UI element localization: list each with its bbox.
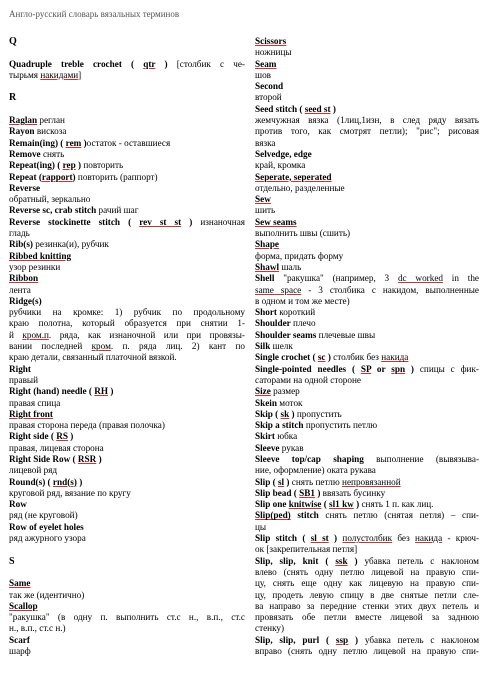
left-entry-line: так же (идентично) [9, 589, 85, 600]
left-entry-line: обратный, зеркально [9, 194, 91, 205]
left-entry-line: Scarf [9, 634, 30, 645]
right-entry-line: Size размер [255, 386, 300, 397]
left-entry-line: S [9, 555, 15, 567]
right-entry-line: провязать обе петли вместе лицевой за заднюю [255, 612, 479, 623]
left-entry-line: правый [9, 374, 39, 385]
left-entry-line: Reverse [9, 182, 41, 193]
left-entry-line: Repeat (rapport) повторить (раппорт) [9, 171, 158, 182]
right-entry-line: Sleeve top/cap shaping выполнение (вывязыва- [255, 453, 479, 464]
left-entry-line: Scallop [9, 600, 38, 611]
right-entry-line: жемчужная вязка (1лиц,1изн, в след ряду вязать [255, 115, 479, 126]
left-entry-line: Row of eyelet holes [9, 521, 84, 532]
right-entry-line: шов [255, 69, 272, 80]
right-entry-line: Sleeve рукав [255, 442, 304, 453]
right-entry-line: саторами на одной стороне [255, 374, 361, 385]
left-entry-line: Quadruple treble crochet ( qtr ) [столбик с че- [9, 58, 245, 69]
right-entry-line: Short короткий [255, 307, 316, 318]
right-entry-line: в одном и том же месте) [255, 295, 350, 306]
left-entry-line: краю полотна, который образуется при снятии 1- [9, 318, 245, 329]
right-entry-line: Shoulder seams плечевые швы [255, 329, 376, 340]
left-entry-line: лента [9, 284, 31, 295]
left-entry-line: Row [9, 499, 27, 510]
left-entry-line: Right side ( RS ) [9, 431, 74, 442]
right-entry-line: вязка [255, 137, 276, 148]
left-entry-line: Rib(s) резинка(и), рубчик [9, 239, 109, 250]
right-entry-line: форма, придать форму [255, 250, 344, 261]
left-entry-line: Ribbon [9, 273, 39, 284]
left-entry-line: Remain(ing) ( rem )остаток - оставшиеся [9, 137, 171, 148]
left-entry-line: правая спица [9, 397, 61, 408]
right-entry-line: отдельно, разделенные [255, 182, 345, 193]
right-entry-line: ние, оформление) оката рукава [255, 465, 376, 476]
right-entry-line: влево (снять одну петлю лицевой на правую спи- [255, 566, 479, 577]
left-entry-line: Rayon вискоза [9, 126, 67, 137]
right-column [255, 36, 479, 657]
right-entry-line: Slip, slip, purl ( ssp ) убавка петель с наклоном [255, 634, 479, 645]
left-entry-line: Reverse stockinette stitch ( rev st st ) изнаночная [9, 216, 245, 227]
left-entry-line: Ribbed knitting [9, 250, 72, 261]
right-entry-line: Seed stitch ( seed st ) [255, 103, 336, 114]
left-entry-line: краю детали, связанный платочной вязкой. [9, 352, 177, 363]
left-entry-line: Ridge(s) [9, 295, 42, 306]
left-entry-line: круговой ряд, вязание по кругу [9, 487, 131, 498]
right-entry-line: цу, продеть левую спицу в две снятые петли сле- [255, 589, 479, 600]
right-entry-line: Sew [255, 194, 271, 205]
left-entry-line: Right front [9, 408, 53, 419]
right-entry-line: Selvedge, edge [255, 148, 312, 159]
left-entry-line: Remove снять [9, 148, 65, 159]
right-entry-line: ва направо за передние стенки этих двух петель и [255, 600, 479, 611]
right-entry-line: ножницы [255, 47, 292, 58]
right-entry-line: против того, как смотрят петли); "рис"; рисовая [255, 126, 479, 137]
right-entry-line: Single crochet ( sc ) столбик без накида [255, 352, 409, 363]
left-entry-line: Q [9, 36, 17, 47]
left-entry-line: Right Side Row ( RSR ) [9, 453, 102, 464]
left-entry-line: Raglan реглан [9, 115, 65, 126]
left-entry-line: шарф [9, 646, 31, 657]
blank-line [9, 104, 245, 115]
blank-line [9, 81, 245, 92]
left-entry-line: Repeat(ing) ( rep ) повторить [9, 160, 124, 171]
left-entry-line: правая, лицевая сторона [9, 442, 104, 453]
left-entry-line: правая сторона переда (правая полочка) [9, 420, 165, 431]
left-entry-line: ряд (не круговой) [9, 510, 78, 521]
left-entry-line: вании последней кром. п. ряда лиц. 2) кант по [9, 341, 245, 352]
right-entry-line: Shape [255, 239, 280, 250]
right-entry-line: ок [закрепительная петля] [255, 544, 358, 555]
right-entry-line: Seam [255, 58, 277, 69]
right-entry-line: цу, снять еще одну как лицевую на правую спи- [255, 578, 479, 589]
right-entry-line: Scissors [255, 36, 287, 46]
right-entry-line: Slip(ped) stitch снять петлю (снятая петля) – спи- [255, 510, 479, 521]
left-entry-line: Reverse sc, crab stitch рачий шаг [9, 205, 139, 216]
left-entry-line: й кром.п. ряда, как изнаночной или при провязы- [9, 329, 245, 340]
right-entry-line: Slip stitch ( sl st ) полустолбик без накида - крюч- [255, 533, 479, 544]
right-entry-line: Second [255, 81, 284, 92]
right-entry-line: Skip a stitch пропустить петлю [255, 420, 378, 431]
left-entry-line: гладь [9, 228, 30, 239]
left-column [9, 36, 245, 657]
page-header: Англо-русский словарь вязальных терминов [9, 9, 180, 19]
left-entry-line: н., в.п., ст.с н.) [9, 623, 66, 634]
blank-line [9, 47, 245, 58]
left-entry-line: ряд ажурного узора [9, 533, 86, 544]
left-entry-line: Round(s) ( rnd(s) ) [9, 476, 83, 487]
right-entry-line: Skein моток [255, 397, 303, 408]
right-entry-line: Shell "ракушка" (например, 3 dc worked in the [255, 273, 479, 284]
right-entry-line: Slip one knitwise ( sl1 kw ) снять 1 п. как лиц. [255, 499, 434, 510]
right-entry-line: вправо (снять одну петлю лицевой на правую спи- [255, 646, 479, 657]
right-entry-line: край, кромка [255, 160, 306, 171]
right-entry-line: Seperate, seperated [255, 171, 332, 182]
left-entry-line: узор резинки [9, 261, 61, 272]
right-entry-line: Sew seams [255, 216, 297, 227]
right-entry-line: Slip ( sl ) снять петлю непровязанной [255, 476, 401, 487]
right-entry-line: Skip ( sk ) пропустить [255, 408, 342, 419]
left-entry-line: тырьмя накидами] [9, 69, 82, 80]
right-entry-line: Slip bead ( SB1 ) ввязать бусинку [255, 487, 386, 498]
right-entry-line: Skirt юбка [255, 431, 298, 442]
right-entry-line: Shawl шаль [255, 261, 302, 272]
blank-line [9, 567, 245, 578]
left-entry-line: Right [9, 363, 31, 374]
right-entry-line: Shoulder плечо [255, 318, 316, 329]
left-entry-line: рубчики на кромке: 1) рубчик по продольному [9, 307, 245, 318]
left-entry-line: лицевой ряд [9, 465, 58, 476]
right-entry-line: шить [255, 205, 276, 216]
right-entry-line: цы [255, 521, 267, 532]
right-entry-line: выполнить швы (сшить) [255, 228, 351, 239]
left-entry-line: "ракушка" (в одну п. выполнить ст.с н., в.п., ст.с [9, 612, 245, 623]
right-entry-line: стенку) [255, 623, 285, 634]
left-entry-line: Same [9, 578, 31, 589]
left-entry-line: Right (hand) needle ( RH ) [9, 386, 114, 397]
right-entry-line: Single-pointed needles ( SP or spn ) спицы с фик- [255, 363, 479, 374]
left-entry-line: R [9, 92, 17, 104]
right-entry-line: Silk шелк [255, 341, 293, 352]
blank-line [9, 544, 245, 555]
right-entry-line: второй [255, 92, 282, 103]
right-entry-line: same space - 3 столбика с накидом, выполненные [255, 284, 479, 295]
right-entry-line: Slip, slip, knit ( ssk ) убавка петель с наклоном [255, 555, 479, 566]
